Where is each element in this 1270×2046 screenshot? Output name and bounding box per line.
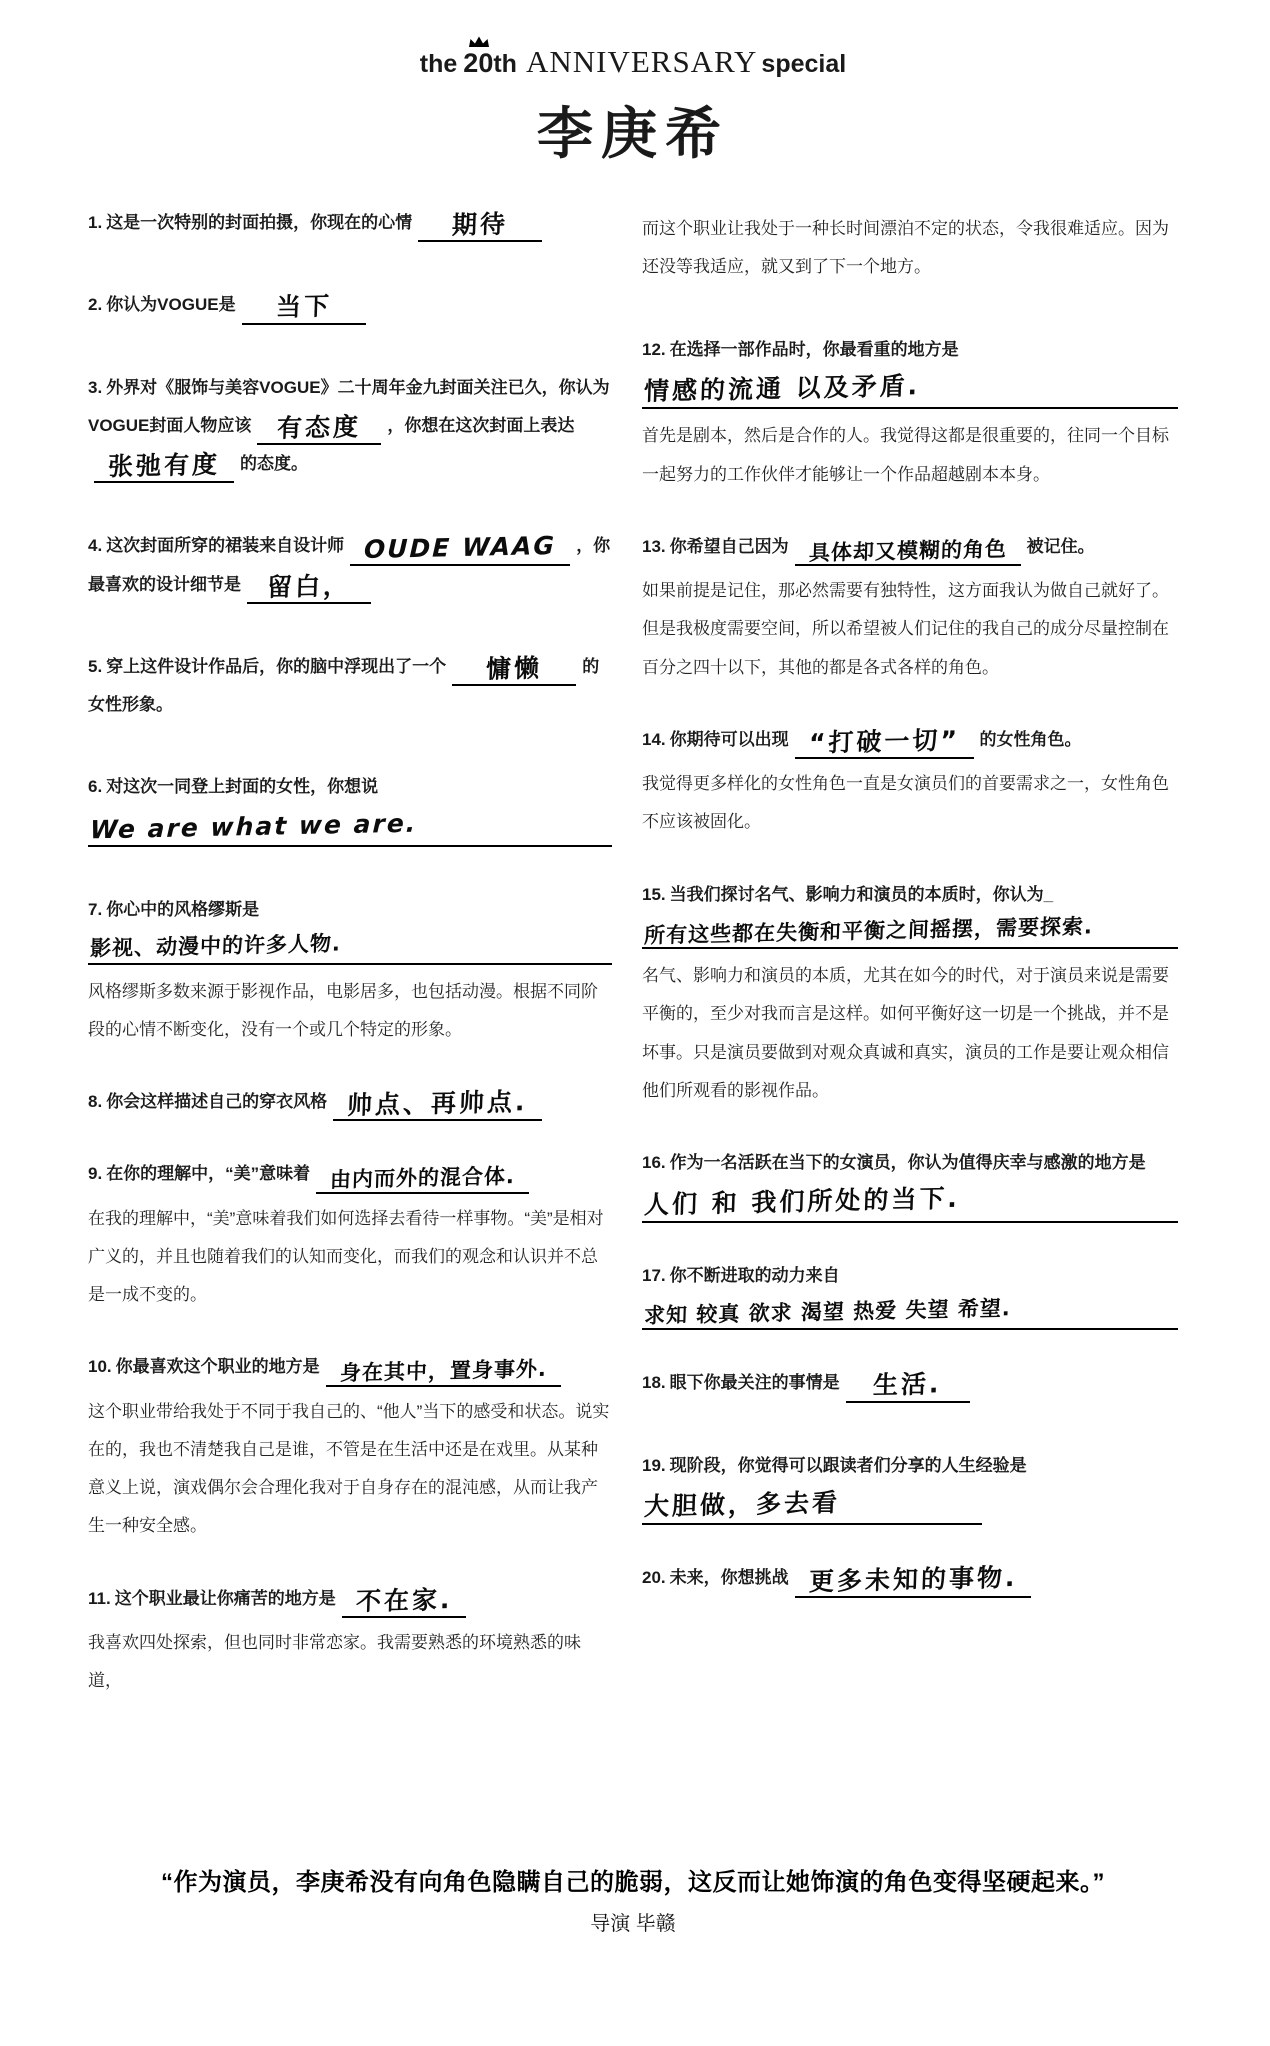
handwritten-answer: 有态度 xyxy=(276,411,362,443)
question-text: 这个职业最让你痛苦的地方是 xyxy=(114,1588,336,1608)
handwritten-answer: 不在家. xyxy=(355,1584,453,1616)
question-text: 你最喜欢这个职业的地方是 xyxy=(115,1357,320,1377)
question-4 xyxy=(88,527,612,604)
question-text: 你期待可以出现 xyxy=(669,729,789,749)
answer-blank xyxy=(350,532,570,565)
question-text: 在选择一部作品时，你最看重的地方是 xyxy=(669,339,959,359)
handwritten-answer: “打破一切” xyxy=(808,725,960,758)
masthead-20th xyxy=(463,48,517,79)
question-20 xyxy=(642,1559,1178,1597)
question-number: 5. xyxy=(88,656,103,676)
question-text: 外界对《服饰与美容VOGUE》二十周年金九封面关注已久，你认为VOGUE封面人物应该 xyxy=(88,377,610,435)
question-number: 11. xyxy=(88,1588,111,1608)
question-number: 15. xyxy=(642,884,666,904)
handwritten-answer: 留白， xyxy=(266,570,352,602)
masthead-special: special xyxy=(761,50,847,78)
handwritten-answer: 慵懒 xyxy=(485,653,543,684)
question-text: 作为一名活跃在当下的女演员，你认为值得庆幸与感激的地方是 xyxy=(669,1153,1146,1173)
question-text: 对这次一同登上封面的女性，你想说 xyxy=(106,777,379,797)
printed-answer: 如果前提是记住，那必然需要有独特性，这方面我认为做自己就好了。但是我极度需要空间，所以希望被人们记住的我自己的成分尽量控制在百分之四十以下，其他的都是各式各样的角色。 xyxy=(642,581,1169,677)
question-text: 未来，你想挑战 xyxy=(669,1568,789,1588)
answer-rule xyxy=(88,931,612,964)
crown-icon xyxy=(467,36,491,48)
question-number: 10. xyxy=(88,1357,112,1377)
answer-blank xyxy=(333,1088,542,1121)
answer-blank xyxy=(795,538,1021,566)
question-text: 这次封面所穿的裙装来自设计师 xyxy=(106,536,345,556)
question-1 xyxy=(88,204,612,242)
handwritten-answer: 帅点、再帅点. xyxy=(346,1087,529,1120)
question-number: 20. xyxy=(642,1568,666,1588)
masthead-number: 20 xyxy=(463,48,494,78)
masthead-anniversary: ANNIVERSARY xyxy=(525,44,758,79)
question-number: 4. xyxy=(88,536,103,556)
answer-blank xyxy=(94,450,234,483)
question-number: 16. xyxy=(642,1153,666,1173)
question-number: 14. xyxy=(642,729,666,749)
handwritten-answer: 身在其中，置身事外. xyxy=(339,1357,547,1386)
handwritten-answer: 求知 较真 欲求 渴望 热爱 失望 希望. xyxy=(643,1296,1012,1328)
question-text: 你不断进取的动力来自 xyxy=(669,1265,840,1285)
question-8 xyxy=(88,1083,612,1121)
handwritten-answer: OUDE WAAG xyxy=(363,531,557,565)
question-15 xyxy=(642,876,1178,1111)
question-number: 12. xyxy=(642,339,666,359)
answer-blank xyxy=(326,1358,561,1386)
printed-answer: 在我的理解中，“美”意味着我们如何选择去看待一样事物。“美”是相对广义的，并且也随着我们的认知而变化，而我们的观念和认识并不总是一成不变的。 xyxy=(88,1208,604,1305)
question-text: 的女性角色。 xyxy=(979,729,1082,749)
question-11-continuation xyxy=(642,210,1178,287)
handwritten-answer: 所有这些都在失衡和平衡之间摇摆，需要探索. xyxy=(643,914,1094,948)
question-text: 穿上这件设计作品后，你的脑中浮现出了一个 xyxy=(106,656,447,676)
question-number: 13. xyxy=(642,536,666,556)
handwritten-answer: 具体却又模糊的角色 xyxy=(808,536,1008,565)
handwritten-answer: We are what we are. xyxy=(89,808,418,844)
question-11 xyxy=(88,1580,612,1701)
answer-rule xyxy=(642,371,1178,410)
question-text: 的态度。 xyxy=(240,454,309,473)
question-number: 19. xyxy=(642,1455,666,1475)
printed-answer: 首先是剧本，然后是合作的人。我觉得这都是很重要的，往同一个目标一起努力的工作伙伴才能够让一个作品超越剧本本身。 xyxy=(642,426,1169,484)
handwritten-answer: 当下 xyxy=(275,291,333,322)
question-7 xyxy=(88,891,612,1049)
answer-blank xyxy=(418,209,542,242)
answer-rule xyxy=(642,1487,982,1526)
handwritten-answer: 生活. xyxy=(872,1369,943,1401)
answer-blank xyxy=(316,1165,529,1193)
answer-blank xyxy=(257,412,381,445)
answer-blank xyxy=(795,1564,1032,1597)
question-number: 8. xyxy=(88,1092,103,1112)
question-10 xyxy=(88,1348,612,1545)
question-text: 你希望自己因为 xyxy=(669,536,789,556)
question-number: 9. xyxy=(88,1164,103,1184)
answer-blank xyxy=(846,1369,970,1402)
handwritten-answer: 张弛有度 xyxy=(107,449,221,482)
question-13 xyxy=(642,528,1178,687)
director-quote: “作为演员，李庚希没有向角色隐瞒自己的脆弱，这反而让她饰演的角色变得坚硬起来。” xyxy=(161,1869,1105,1897)
question-12 xyxy=(642,331,1178,494)
question-3 xyxy=(88,369,612,484)
handwritten-answer: 大胆做，多去看 xyxy=(643,1487,841,1521)
question-6 xyxy=(88,768,612,847)
handwritten-answer: 由内而外的混合体. xyxy=(329,1164,516,1193)
masthead-th: th xyxy=(493,50,517,78)
question-text: ，你想在这次封面上表达 xyxy=(387,415,575,435)
question-text: 当我们探讨名气、影响力和演员的本质时，你认为_ xyxy=(669,884,1054,904)
question-text: 在你的理解中，“美”意味着 xyxy=(106,1164,311,1184)
question-number: 17. xyxy=(642,1265,666,1285)
handwritten-answer: 人们 和 我们所处的当下. xyxy=(643,1183,961,1220)
question-number: 18. xyxy=(642,1373,666,1393)
question-text: 被记住。 xyxy=(1026,536,1095,556)
question-17 xyxy=(642,1257,1178,1331)
question-text: 的女性形象。 xyxy=(88,656,600,714)
handwritten-answer: 情感的流通 以及矛盾. xyxy=(643,370,921,406)
handwritten-answer: 期待 xyxy=(451,209,509,240)
question-16 xyxy=(642,1144,1178,1223)
question-number: 7. xyxy=(88,900,103,919)
footer xyxy=(88,1862,1178,1936)
question-2 xyxy=(88,286,612,324)
question-number: 1. xyxy=(88,213,103,232)
answer-rule xyxy=(642,916,1178,949)
question-text: 眼下你最关注的事情是 xyxy=(669,1373,840,1393)
left-column xyxy=(88,204,612,1744)
answer-rule xyxy=(88,809,612,848)
printed-answer-continued: 而这个职业让我处于一种长时间漂泊不定的状态，令我很难适应。因为还没等我适应，就又到了下一个地方。 xyxy=(642,219,1169,277)
question-9 xyxy=(88,1155,612,1314)
question-14 xyxy=(642,721,1178,842)
answer-blank xyxy=(795,726,974,759)
question-text: 你认为VOGUE是 xyxy=(106,295,236,315)
printed-answer: 名气、影响力和演员的本质，尤其在如今的时代，对于演员来说是需要平衡的，至少对我而言是这样。如何平衡好这一切是一个挑战，并不是坏事。只是演员要做到对观众真诚和真实，演员的工作是要让观众相信他们所观看的影视作品。 xyxy=(642,966,1169,1100)
two-column-layout xyxy=(88,204,1178,1744)
answer-blank xyxy=(247,571,371,604)
question-18 xyxy=(642,1364,1178,1402)
question-number: 6. xyxy=(88,777,103,797)
quote-attribution: 导演 毕赣 xyxy=(590,1913,676,1936)
question-text: 这是一次特别的封面拍摄，你现在的心情 xyxy=(106,213,413,232)
masthead-the: the xyxy=(419,50,458,78)
handwritten-answer: 影视、动漫中的许多人物. xyxy=(89,931,342,961)
question-19 xyxy=(642,1447,1178,1526)
masthead xyxy=(88,44,1178,80)
page-title: 李庚希 xyxy=(537,104,729,166)
question-5 xyxy=(88,648,612,725)
answer-blank xyxy=(452,653,576,686)
answer-blank xyxy=(242,291,366,324)
answer-blank xyxy=(342,1585,467,1618)
answer-rule xyxy=(642,1184,1178,1223)
question-text: 你会这样描述自己的穿衣风格 xyxy=(106,1092,328,1112)
printed-answer: 我喜欢四处探索，但也同时非常恋家。我需要熟悉的环境熟悉的味道， xyxy=(88,1632,581,1691)
handwritten-answer: 更多未知的事物. xyxy=(808,1563,1018,1597)
printed-answer: 我觉得更多样化的女性角色一直是女演员们的首要需求之一，女性角色不应该被固化。 xyxy=(642,774,1169,832)
printed-answer: 风格缪斯多数来源于影视作品，电影居多，也包括动漫。根据不同阶段的心情不断变化，没有一个或几个特定的形象。 xyxy=(88,981,598,1039)
question-number: 3. xyxy=(88,377,103,397)
answer-rule xyxy=(642,1297,1178,1330)
question-number: 2. xyxy=(88,295,103,315)
question-text: 现阶段，你觉得可以跟读者们分享的人生经验是 xyxy=(669,1455,1027,1475)
printed-answer: 这个职业带给我处于不同于我自己的、“他人”当下的感受和状态。说实在的，我也不清楚我自己是谁，不管是在生活中还是在戏里。从某种意义上说，演戏偶尔会合理化我对于自身存在的混沌感，从而让我产生一种安全感。 xyxy=(88,1401,610,1536)
question-text: ，你最喜欢的设计细节是 xyxy=(88,536,611,594)
question-text: 你心中的风格缪斯是 xyxy=(106,900,260,919)
right-column xyxy=(642,204,1178,1744)
